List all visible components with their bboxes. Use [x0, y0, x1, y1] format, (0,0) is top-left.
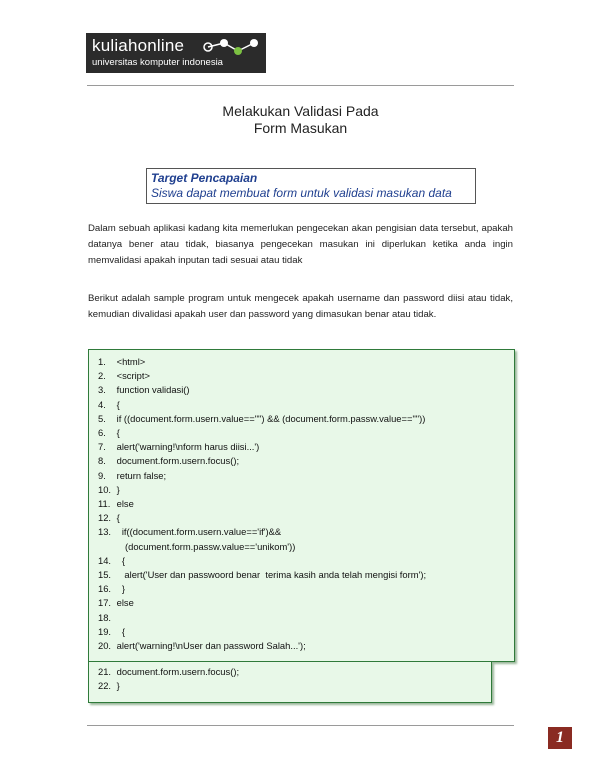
code-line [98, 412, 426, 426]
code-line-text: { [114, 427, 120, 439]
code-line [98, 369, 426, 383]
code-line-number: 13. [98, 526, 112, 538]
logo-network-icon [202, 35, 264, 59]
code-line-text: alert('warning!\nUser dan password Salah...'); [114, 640, 306, 652]
code-line-text: document.form.usern.focus(); [114, 455, 240, 467]
code-line-text: } [114, 680, 120, 692]
code-line-number: 10. [98, 483, 112, 495]
code-line [98, 679, 239, 693]
code-line-number: 19. [98, 625, 112, 637]
code-line-number: 15. [98, 569, 112, 581]
code-line [98, 568, 426, 582]
code-block-1 [88, 349, 515, 662]
code-line-text: return false; [114, 469, 167, 481]
code-line [98, 469, 426, 483]
code-line-text [114, 612, 117, 623]
code-line-text: document.form.usern.focus(); [114, 666, 240, 677]
code-line-number: 7. [98, 441, 106, 453]
code-line [98, 596, 426, 610]
code-line-number: 16. [98, 583, 112, 595]
code-line-text: { [114, 625, 125, 637]
code-line-number: 3. [98, 384, 106, 396]
header-divider [87, 85, 514, 86]
code-line-number: 12. [98, 512, 112, 524]
code-line [98, 582, 426, 596]
title-line-2: Form Masukan [253, 120, 348, 136]
code-line-number: 20. [98, 640, 112, 652]
code-line [98, 454, 426, 468]
code-line-number: 14. [98, 554, 112, 566]
code-line [98, 483, 426, 497]
code-line [98, 639, 426, 653]
code-line [98, 665, 239, 679]
code-line-text: if ((document.form.usern.value=="") && (document.form.passw.value=="")) [114, 412, 426, 424]
code-line-number: 11. [98, 498, 111, 510]
code-line-text: else [114, 498, 134, 510]
code-list [98, 355, 426, 653]
code-list [98, 665, 239, 693]
target-heading: Target Pencapaian [151, 171, 258, 185]
code-line [98, 511, 426, 525]
code-line-number: 18. [98, 611, 112, 623]
code-line [98, 540, 426, 554]
code-line-text: function validasi() [114, 384, 190, 396]
code-line [98, 525, 426, 539]
code-line-text: { [114, 512, 120, 524]
code-line-text: <script> [114, 370, 150, 382]
code-line-text: } [114, 583, 125, 595]
target-box [146, 168, 476, 204]
code-line-number: 9. [98, 469, 106, 481]
code-line-number: 5. [98, 412, 106, 424]
code-line-text: { [114, 554, 125, 566]
code-line-number: 2. [98, 370, 106, 382]
code-line [98, 426, 426, 440]
code-line-text: { [114, 398, 120, 410]
code-line-text: if((document.form.usern.value=='if')&& [114, 526, 282, 538]
code-line-number: 6. [98, 427, 106, 439]
code-line [98, 497, 426, 511]
code-line-text: } [114, 483, 120, 495]
logo-subtitle: universitas komputer indonesia [92, 57, 223, 68]
code-line-text: else [114, 597, 134, 609]
sample-paragraph: Berikut adalah sample program untuk mengecek apakah username dan password diisi atau tidak, kemudian divalidasi apakah user dan password yang dimasukan benar atau tidak. [88, 293, 513, 320]
intro-paragraph: Dalam sebuah aplikasi kadang kita memerlukan pengecekan akan pengisian data tersebut, apakah datanya bener atau tidak, biasanya pengecekan masukan ini diperlukan ketika anda ingin memvalidasi apakah inputan tadi sesuai atau tidak [88, 223, 513, 266]
code-line-text: alert('warning!\nform harus diisi...') [114, 441, 260, 453]
code-line [98, 440, 426, 454]
code-line [98, 398, 426, 412]
code-line-number: 22. [98, 680, 112, 692]
page-title [87, 103, 514, 137]
code-line-number: 21. [98, 666, 112, 677]
code-line [98, 355, 426, 369]
code-line-number: 17. [98, 597, 112, 609]
code-line [98, 625, 426, 639]
title-line-1: Melakukan Validasi Pada [222, 103, 379, 119]
logo-brand: kuliahonline [92, 36, 185, 55]
page-number: 1 [548, 727, 572, 749]
code-line-number: 4. [98, 398, 106, 410]
code-block-2 [88, 661, 492, 703]
code-line-number: 1. [98, 356, 106, 367]
footer-divider [87, 725, 514, 726]
code-line [98, 383, 426, 397]
code-line-text: <html> [114, 356, 146, 367]
code-line-text: (document.form.passw.value=='unikom')) [125, 540, 296, 552]
code-line [98, 554, 426, 568]
code-line-text: alert('User dan passwoord benar terima kasih anda telah mengisi form'); [114, 569, 427, 581]
target-text: Siswa dapat membuat form untuk validasi masukan data [151, 186, 452, 200]
kuliahonline-logo [86, 33, 266, 73]
code-line [98, 611, 426, 625]
code-line-number: 8. [98, 455, 106, 467]
